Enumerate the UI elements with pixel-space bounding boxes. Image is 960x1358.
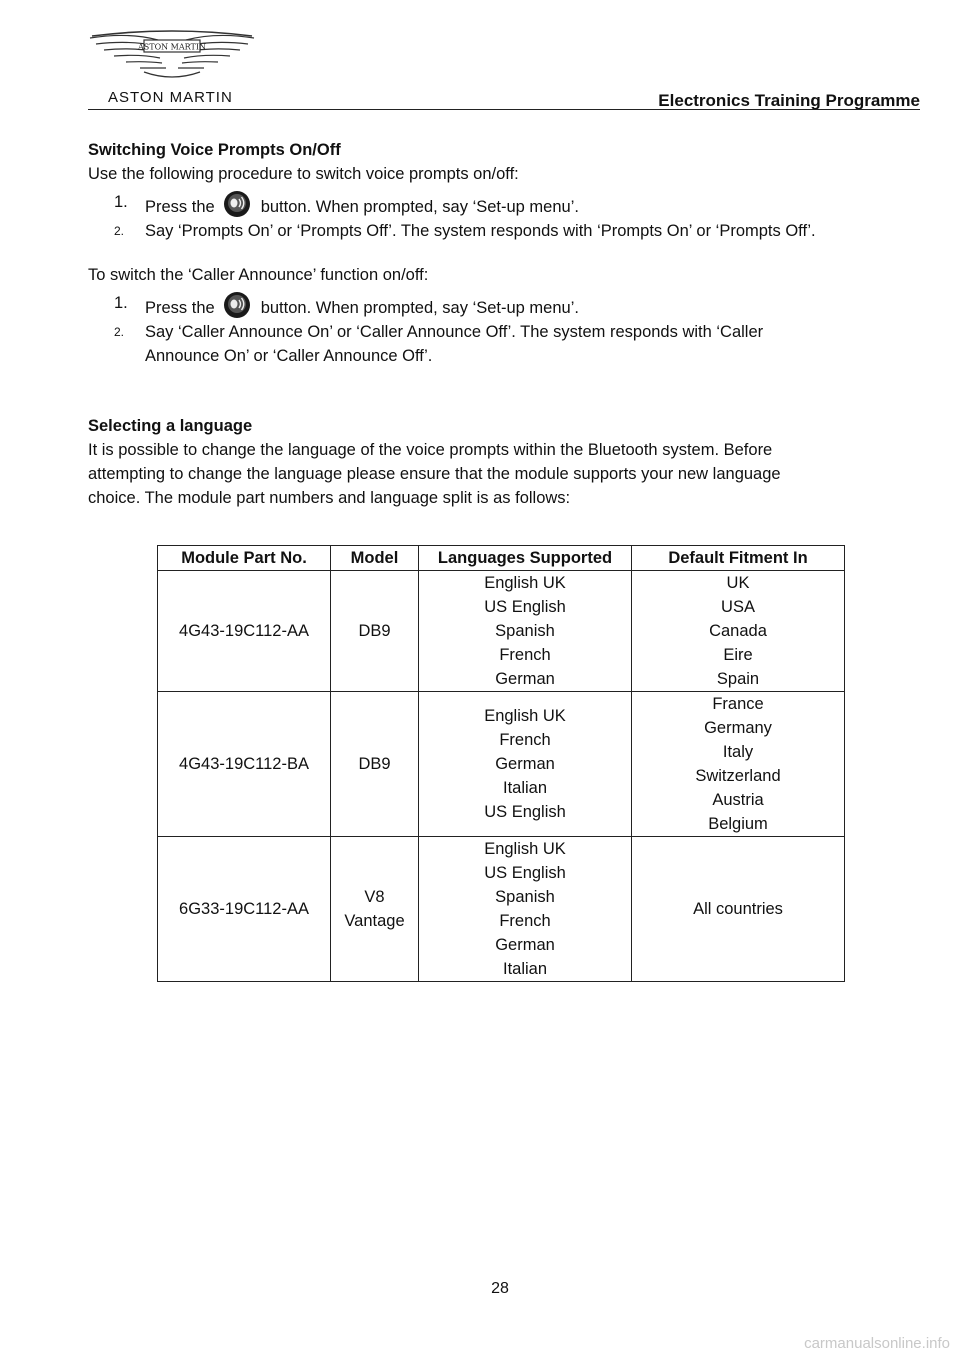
step-text-after: button. When prompted, say ‘Set-up menu’. xyxy=(260,198,579,216)
model-cell: DB9 xyxy=(331,571,419,692)
column-header-model: Model xyxy=(331,546,419,571)
part-number-cell: 6G33-19C112-AA xyxy=(158,837,331,982)
step-text-before: Press the xyxy=(145,198,215,216)
step-text-before: Press the xyxy=(145,299,215,317)
step-number: 2. xyxy=(114,325,125,339)
table-row xyxy=(158,837,845,982)
column-header-fitment: Default Fitment In xyxy=(632,546,845,571)
step-number: 1. xyxy=(114,294,128,312)
aston-martin-wings-logo xyxy=(88,28,256,88)
watermark: carmanualsonline.info xyxy=(804,1335,950,1352)
step-text-line-2: Announce On’ or ‘Caller Announce Off’. xyxy=(145,347,433,365)
language-body-line-3: choice. The module part numbers and language split is as follows: xyxy=(88,489,571,507)
table-row xyxy=(158,571,845,692)
page-content xyxy=(88,138,920,510)
table-header-row xyxy=(158,546,845,571)
voice-prompts-heading: Switching Voice Prompts On/Off xyxy=(88,141,341,159)
brand-name: ASTON MARTIN xyxy=(108,89,233,106)
list-item xyxy=(88,320,920,368)
step-text: Say ‘Prompts On’ or ‘Prompts Off’. The system responds with ‘Prompts On’ or ‘Prompts Off’. xyxy=(145,222,816,240)
programme-title: Electronics Training Programme xyxy=(658,91,920,110)
step-number: 1. xyxy=(114,193,128,211)
voice-control-button-icon xyxy=(223,291,251,319)
module-language-table xyxy=(157,545,845,982)
model-cell: V8 Vantage xyxy=(331,837,419,982)
voice-prompts-steps xyxy=(88,190,920,243)
language-body-line-2: attempting to change the language please ensure that the module supports your new language xyxy=(88,465,781,483)
caller-announce-intro: To switch the ‘Caller Announce’ function on/off: xyxy=(88,266,429,284)
fitment-cell: All countries xyxy=(632,837,845,982)
step-text-after: button. When prompted, say ‘Set-up menu’. xyxy=(260,299,579,317)
language-body-line-1: It is possible to change the language of the voice prompts within the Bluetooth system. Before xyxy=(88,441,773,459)
part-number-cell: 4G43-19C112-BA xyxy=(158,692,331,837)
voice-prompts-intro: Use the following procedure to switch voice prompts on/off: xyxy=(88,165,519,183)
voice-control-button-icon xyxy=(223,190,251,218)
list-item xyxy=(88,190,920,219)
page-header xyxy=(88,22,920,112)
languages-cell: English UK French German Italian US English xyxy=(419,692,632,837)
languages-cell: English UK US English Spanish French German xyxy=(419,571,632,692)
column-header-languages: Languages Supported xyxy=(419,546,632,571)
fitment-cell: France Germany Italy Switzerland Austria Belgium xyxy=(632,692,845,837)
fitment-cell: UK USA Canada Eire Spain xyxy=(632,571,845,692)
column-header-part-no: Module Part No. xyxy=(158,546,331,571)
caller-announce-steps xyxy=(88,291,920,368)
page-number: 28 xyxy=(491,1280,509,1297)
list-item xyxy=(88,291,920,320)
table-row xyxy=(158,692,845,837)
logo-wordmark: ASTON MARTIN xyxy=(137,42,207,52)
list-item xyxy=(88,219,920,243)
part-number-cell: 4G43-19C112-AA xyxy=(158,571,331,692)
header-divider xyxy=(88,109,920,110)
language-heading: Selecting a language xyxy=(88,417,253,435)
languages-cell: English UK US English Spanish French German Italian xyxy=(419,837,632,982)
model-cell: DB9 xyxy=(331,692,419,837)
step-number: 2. xyxy=(114,224,125,238)
step-text-line-1: Say ‘Caller Announce On’ or ‘Caller Announce Off’. The system responds with ‘Caller xyxy=(145,323,764,341)
